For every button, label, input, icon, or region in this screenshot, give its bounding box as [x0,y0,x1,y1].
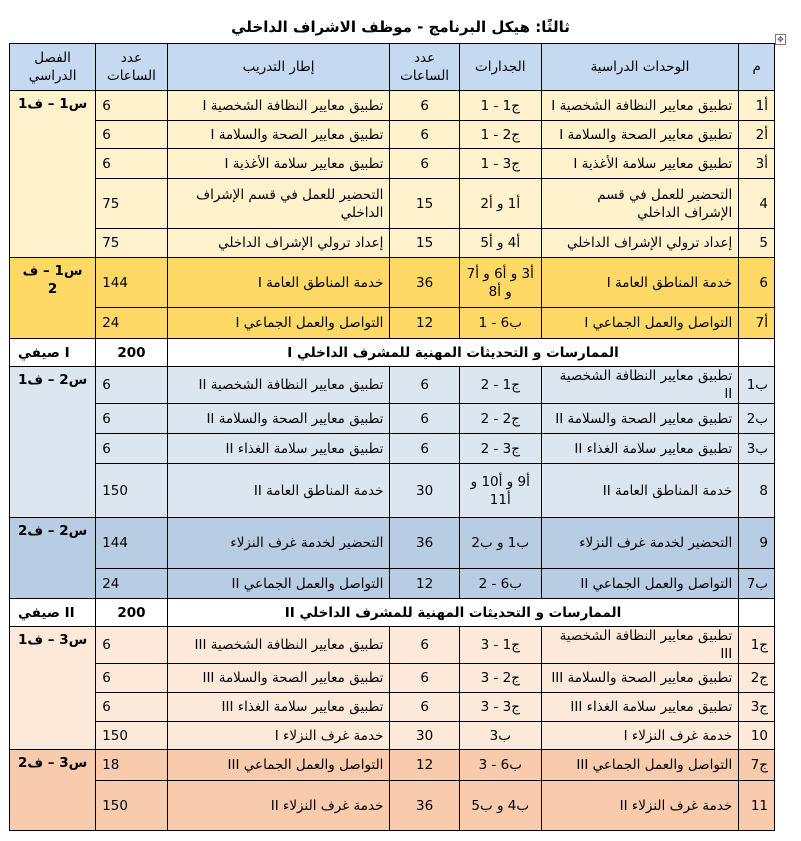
table-row [10,750,775,781]
unit-hours: 6 [390,149,459,179]
competency-ref: ب6 - 2 [459,569,541,599]
training-hours: 24 [96,569,167,599]
training-hours: 24 [96,308,167,339]
table-row [10,367,775,404]
row-number: 4 [739,179,775,229]
unit-hours: 6 [390,91,459,121]
unit-name: التواصل والعمل الجماعي II [541,569,739,599]
header-ref: الجدارات [459,44,541,91]
training-hours: 144 [96,518,167,569]
unit-hours: 36 [390,258,459,308]
summer-hours: 200 [96,599,167,627]
training-frame: تطبيق معايير سلامة الغذاء II [167,434,390,464]
table-row [10,693,775,722]
unit-hours: 12 [390,750,459,781]
competency-ref: ج2 - 2 [459,404,541,434]
row-number: ج3 [739,693,775,722]
summer-empty-cell [739,599,775,627]
row-number: أ3 [739,149,775,179]
unit-hours: 30 [390,464,459,518]
row-number: ب3 [739,434,775,464]
semester-label: س3 – ف2 [10,750,96,831]
table-row [10,781,775,831]
unit-hours: 6 [390,664,459,693]
training-hours: 6 [96,693,167,722]
row-number: أ7 [739,308,775,339]
unit-name: تطبيق معايير الصحة والسلامة III [541,664,739,693]
training-frame: خدمة المناطق العامة II [167,464,390,518]
training-hours: 6 [96,627,167,664]
header-hours-1: عدد الساعات [390,44,459,91]
unit-hours: 15 [390,229,459,258]
unit-hours: 6 [390,627,459,664]
unit-hours: 36 [390,781,459,831]
training-hours: 6 [96,121,167,149]
training-frame: التواصل والعمل الجماعي II [167,569,390,599]
training-hours: 6 [96,367,167,404]
summer-row [10,339,775,367]
unit-hours: 6 [390,121,459,149]
training-hours: 18 [96,750,167,781]
row-number: 10 [739,722,775,750]
training-frame: التحضير لخدمة غرف النزلاء [167,518,390,569]
row-number: 8 [739,464,775,518]
training-frame: التواصل والعمل الجماعي III [167,750,390,781]
table-row [10,434,775,464]
training-frame: إعداد ترولي الإشراف الداخلي [167,229,390,258]
unit-name: التواصل والعمل الجماعي III [541,750,739,781]
table-row [10,258,775,308]
unit-name: خدمة غرف النزلاء II [541,781,739,831]
training-hours: 75 [96,179,167,229]
table-row [10,569,775,599]
unit-name: تطبيق معايير سلامة الغذاء III [541,693,739,722]
training-hours: 6 [96,149,167,179]
competency-ref: ب6 - 1 [459,308,541,339]
row-number: 11 [739,781,775,831]
unit-hours: 12 [390,308,459,339]
competency-ref: ج2 - 3 [459,664,541,693]
training-hours: 150 [96,464,167,518]
table-row [10,121,775,149]
training-hours: 6 [96,434,167,464]
competency-ref: ب1 و ب2 [459,518,541,569]
unit-name: تطبيق معايير الصحة والسلامة II [541,404,739,434]
row-number: 9 [739,518,775,569]
unit-hours: 6 [390,367,459,404]
competency-ref: ج3 - 1 [459,149,541,179]
unit-name: تطبيق معايير النظافة الشخصية II [541,367,739,404]
row-number: أ2 [739,121,775,149]
header-semester: الفصل الدراسي [10,44,96,91]
training-hours: 6 [96,664,167,693]
table-row [10,308,775,339]
table-row [10,518,775,569]
unit-name: خدمة غرف النزلاء I [541,722,739,750]
row-number: 5 [739,229,775,258]
row-number: ج7 [739,750,775,781]
semester-label: س1 – ف1 [10,91,96,258]
competency-ref: ج2 - 1 [459,121,541,149]
semester-label: س2 – ف1 [10,367,96,518]
semester-label: س1 – ف 2 [10,258,96,339]
training-frame: تطبيق معايير الصحة والسلامة I [167,121,390,149]
unit-name: خدمة المناطق العامة I [541,258,739,308]
training-frame: تطبيق معايير النظافة الشخصية III [167,627,390,664]
row-number: ب2 [739,404,775,434]
training-frame: خدمة غرف النزلاء II [167,781,390,831]
semester-label: س3 – ف1 [10,627,96,750]
summer-label: الممارسات و التحديثات المهنية للمشرف الداخلي II [167,599,739,627]
page-title: ثالثًا: هيكل البرنامج - موظف الاشراف الداخلي [231,18,570,36]
unit-hours: 6 [390,693,459,722]
row-number: ب7 [739,569,775,599]
competency-ref: أ4 و أ5 [459,229,541,258]
unit-name: التحضير للعمل في قسم الإشراف الداخلي [541,179,739,229]
table-row [10,664,775,693]
unit-name: تطبيق معايير الصحة والسلامة I [541,121,739,149]
summer-semester: صيفي I [10,339,96,367]
competency-ref: أ3 و أ6 و أ7 و أ8 [459,258,541,308]
unit-name: تطبيق معايير النظافة الشخصية III [541,627,739,664]
competency-ref: أ9 و أ10 و أ11 [459,464,541,518]
training-frame: التواصل والعمل الجماعي I [167,308,390,339]
row-number: ج2 [739,664,775,693]
unit-name: تطبيق معايير سلامة الغذاء II [541,434,739,464]
training-hours: 144 [96,258,167,308]
competency-ref: أ1 و أ2 [459,179,541,229]
unit-hours: 15 [390,179,459,229]
competency-ref: ب3 [459,722,541,750]
training-frame: خدمة المناطق العامة I [167,258,390,308]
unit-name: التحضير لخدمة غرف النزلاء [541,518,739,569]
table-row [10,149,775,179]
training-frame: تطبيق معايير الصحة والسلامة III [167,664,390,693]
unit-name: التواصل والعمل الجماعي I [541,308,739,339]
summer-label: الممارسات و التحديثات المهنية للمشرف الداخلي I [167,339,739,367]
table-row [10,404,775,434]
competency-ref: ج3 - 2 [459,434,541,464]
header-hours-2: عدد الساعات [96,44,167,91]
training-frame: تطبيق معايير سلامة الغذاء III [167,693,390,722]
competency-ref: ج1 - 1 [459,91,541,121]
header-unit: الوحدات الدراسية [541,44,739,91]
program-structure-table [9,43,775,831]
table-row [10,627,775,664]
row-number: أ1 [739,91,775,121]
competency-ref: ب6 - 3 [459,750,541,781]
summer-hours: 200 [96,339,167,367]
training-frame: تطبيق معايير سلامة الأغذية I [167,149,390,179]
row-number: 6 [739,258,775,308]
header-m: م [739,44,775,91]
competency-ref: ج3 - 3 [459,693,541,722]
table-row [10,722,775,750]
unit-name: خدمة المناطق العامة II [541,464,739,518]
unit-name: إعداد ترولي الإشراف الداخلي [541,229,739,258]
training-hours: 75 [96,229,167,258]
training-frame: تطبيق معايير النظافة الشخصية I [167,91,390,121]
summer-empty-cell [739,339,775,367]
unit-name: تطبيق معايير النظافة الشخصية I [541,91,739,121]
table-move-handle-icon[interactable]: ✥ [775,34,786,45]
training-hours: 150 [96,722,167,750]
table-row [10,229,775,258]
training-frame: تطبيق معايير الصحة والسلامة II [167,404,390,434]
training-hours: 150 [96,781,167,831]
unit-hours: 6 [390,434,459,464]
unit-name: تطبيق معايير سلامة الأغذية I [541,149,739,179]
unit-hours: 30 [390,722,459,750]
summer-row [10,599,775,627]
training-frame: خدمة غرف النزلاء I [167,722,390,750]
row-number: ب1 [739,367,775,404]
semester-label: س2 – ف2 [10,518,96,599]
unit-hours: 12 [390,569,459,599]
competency-ref: ب4 و ب5 [459,781,541,831]
table-row [10,91,775,121]
training-frame: تطبيق معايير النظافة الشخصية II [167,367,390,404]
training-frame: التحضير للعمل في قسم الإشراف الداخلي [167,179,390,229]
competency-ref: ج1 - 2 [459,367,541,404]
unit-hours: 6 [390,404,459,434]
training-hours: 6 [96,91,167,121]
summer-semester: صيفي II [10,599,96,627]
training-hours: 6 [96,404,167,434]
header-frame: إطار التدريب [167,44,390,91]
unit-hours: 36 [390,518,459,569]
table-row [10,464,775,518]
table-row [10,179,775,229]
competency-ref: ج1 - 3 [459,627,541,664]
row-number: ج1 [739,627,775,664]
